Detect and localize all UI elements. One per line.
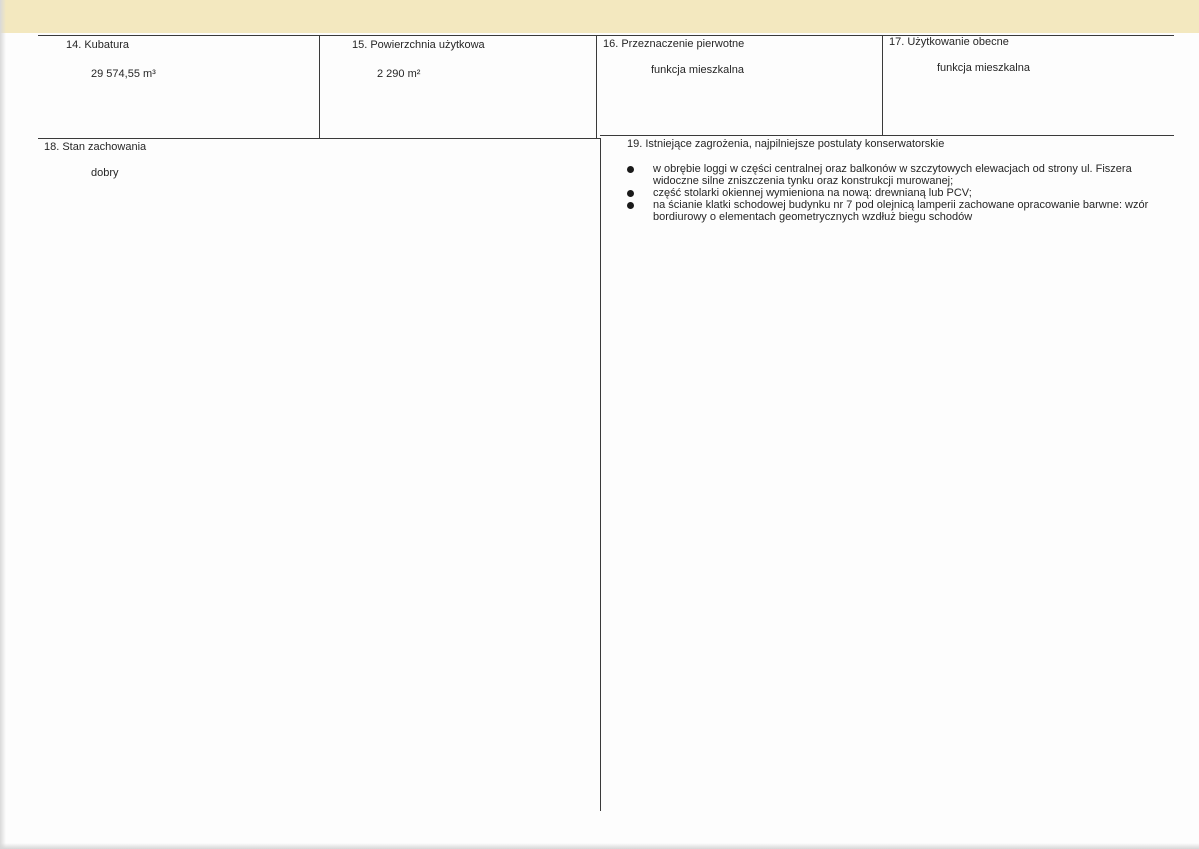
zagrozenia-list bbox=[625, 163, 1170, 223]
row-divider-line-right bbox=[600, 135, 1174, 136]
list-item-text: część stolarki okiennej wymieniona na nową: drewnianą lub PCV; bbox=[653, 187, 972, 199]
bullet-icon bbox=[627, 190, 634, 197]
list-item bbox=[625, 199, 1170, 223]
list-item-text: na ścianie klatki schodowej budynku nr 7 pod olejnicą lamperii zachowane opracowanie barwne: wzór bordiurowy o elementach geometrycznych wzdłuż biegu schodów bbox=[653, 199, 1149, 223]
field-kubatura-value: 29 574,55 m³ bbox=[91, 68, 156, 80]
field-uzytkowanie-value: funkcja mieszkalna bbox=[937, 62, 1030, 74]
field-przeznaczenie-label: 16. Przeznaczenie pierwotne bbox=[603, 38, 745, 50]
scan-shadow-left bbox=[0, 0, 6, 849]
field-stan-value: dobry bbox=[91, 167, 119, 179]
field-zagrozenia-label: 19. Istniejące zagrożenia, najpilniejsze postulaty konserwatorskie bbox=[627, 138, 945, 150]
field-przeznaczenie-value: funkcja mieszkalna bbox=[651, 64, 744, 76]
column-divider-2 bbox=[596, 35, 597, 138]
column-divider-3 bbox=[882, 35, 883, 135]
bullet-icon bbox=[627, 166, 634, 173]
list-item bbox=[625, 187, 1170, 199]
field-powierzchnia-label: 15. Powierzchnia użytkowa bbox=[352, 39, 485, 51]
row-divider-line-left bbox=[38, 138, 600, 139]
list-item-text: w obrębie loggi w części centralnej oraz balkonów w szczytowych elewacjach od strony ul. Fiszera widoczne silne zniszczenia tynku oraz konstrukcji murowanej; bbox=[653, 163, 1132, 187]
field-uzytkowanie-label: 17. Użytkowanie obecne bbox=[889, 36, 1009, 48]
paper-edge-band bbox=[0, 0, 1199, 33]
field-powierzchnia-value: 2 290 m² bbox=[377, 68, 421, 80]
center-divider bbox=[600, 138, 601, 811]
field-stan-label: 18. Stan zachowania bbox=[44, 141, 147, 153]
column-divider-1 bbox=[319, 35, 320, 138]
scan-shadow-bottom bbox=[0, 843, 1199, 849]
list-item bbox=[625, 163, 1170, 187]
bullet-icon bbox=[627, 202, 634, 209]
field-kubatura-label: 14. Kubatura bbox=[66, 39, 129, 51]
